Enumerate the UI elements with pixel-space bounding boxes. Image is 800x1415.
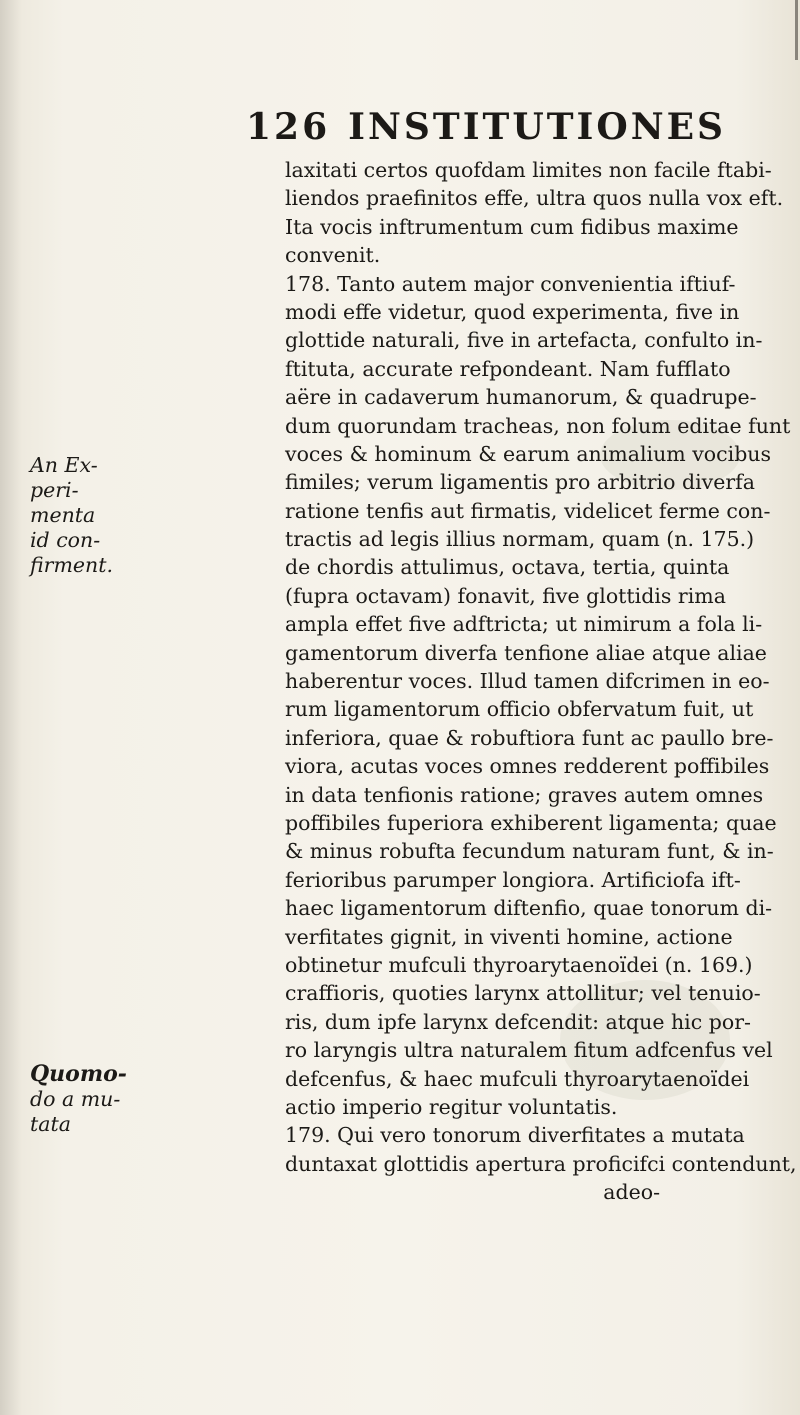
margin-note <box>30 1062 127 1137</box>
text-line: defcenfus, & haec mufculi thyroarytaenoïdei <box>285 1066 750 1091</box>
margin-note-line: tata <box>30 1112 71 1136</box>
text-line: (fupra octavam) fonavit, five glottidis rima <box>285 583 726 608</box>
text-line: verfitates gignit, in viventi homine, actione <box>285 924 733 949</box>
text-line: Ita vocis inftrumentum cum fidibus maxime <box>285 214 739 239</box>
page-number: 126 <box>246 106 331 148</box>
text-line: convenit. <box>285 243 381 268</box>
text-line: inferiora, quae & robuftiora funt ac paullo bre- <box>285 725 774 750</box>
margin-note-line: do a mu- <box>30 1087 121 1111</box>
text-line: craffioris, quoties larynx attollitur; vel tenuio- <box>285 981 761 1006</box>
margin-note <box>30 453 113 578</box>
text-line: ratione tenfis aut firmatis, videlicet ferme con- <box>285 498 771 523</box>
text-line: laxitati certos quofdam limites non facile ftabi- <box>285 158 772 182</box>
body-text <box>285 156 797 1206</box>
margin-note-line: Quomo- <box>30 1061 127 1087</box>
text-line: fimiles; verum ligamentis pro arbitrio diverfa <box>285 470 755 495</box>
margin-note-line: peri- <box>30 478 79 502</box>
text-line: rum ligamentorum officio obfervatum fuit, ut <box>285 697 754 722</box>
text-line: gamentorum diverfa tenfione aliae atque aliae <box>285 640 767 665</box>
text-line: tractis ad legis illius normam, quam (n. 175.) <box>285 527 755 552</box>
margin-note-line: An Ex- <box>30 453 98 477</box>
running-title: INSTITUTIONES <box>348 106 727 148</box>
text-line: ampla effet five adftricta; ut nimirum a fola li- <box>285 612 763 637</box>
text-line: voces & hominum & earum animalium vocibus <box>285 441 772 466</box>
text-line: haec ligamentorum diftenfio, quae tonorum di- <box>285 896 773 921</box>
text-line: poffibiles fuperiora exhiberent ligamenta; quae <box>285 810 777 835</box>
text-line: aëre in cadaverum humanorum, & quadrupe- <box>285 385 757 410</box>
text-line: 178. Tanto autem major convenientia iftiuf- <box>285 271 736 296</box>
text-line: actio imperio regitur voluntatis. <box>285 1094 618 1119</box>
text-line: glottide naturali, five in artefacta, confulto in- <box>285 328 763 353</box>
text-line: duntaxat glottidis apertura proficifci contendunt, <box>285 1151 797 1176</box>
text-line: viora, acutas voces omnes redderent poffibiles <box>285 754 770 779</box>
page-edge-mark <box>795 0 798 60</box>
text-line: dum quorundam tracheas, non folum editae funt <box>285 413 791 438</box>
text-line: de chordis attulimus, octava, tertia, quinta <box>285 555 730 580</box>
text-line: modi effe videtur, quod experimenta, five in <box>285 299 740 324</box>
text-line: in data tenfionis ratione; graves autem omnes <box>285 782 764 807</box>
text-line: ris, dum ipfe larynx defcendit: atque hic por- <box>285 1009 751 1034</box>
margin-note-line: id con- <box>30 528 101 552</box>
text-line: & minus robufta fecundum naturam funt, & in- <box>285 839 774 864</box>
text-line: ro laryngis ultra naturalem fitum adfcenfus vel <box>285 1038 773 1063</box>
text-line: ferioribus parumper longiora. Artificiofa ift- <box>285 867 741 892</box>
running-head <box>246 106 727 156</box>
spine-shadow <box>0 0 22 1415</box>
text-line: obtinetur mufculi thyroarytaenoïdei (n. 169.) <box>285 952 753 977</box>
text-line: haberentur voces. Illud tamen difcrimen in eo- <box>285 669 770 694</box>
text-line: liendos praefinitos effe, ultra quos nulla vox eft. <box>285 186 784 211</box>
margin-note-line: firment. <box>30 553 114 577</box>
text-line: ftituta, accurate refpondeant. Nam fufflato <box>285 356 731 381</box>
text-line: 179. Qui vero tonorum diverfitates a mutata <box>285 1123 745 1148</box>
margin-note-line: menta <box>30 503 96 527</box>
catchword: adeo- <box>603 1180 660 1205</box>
